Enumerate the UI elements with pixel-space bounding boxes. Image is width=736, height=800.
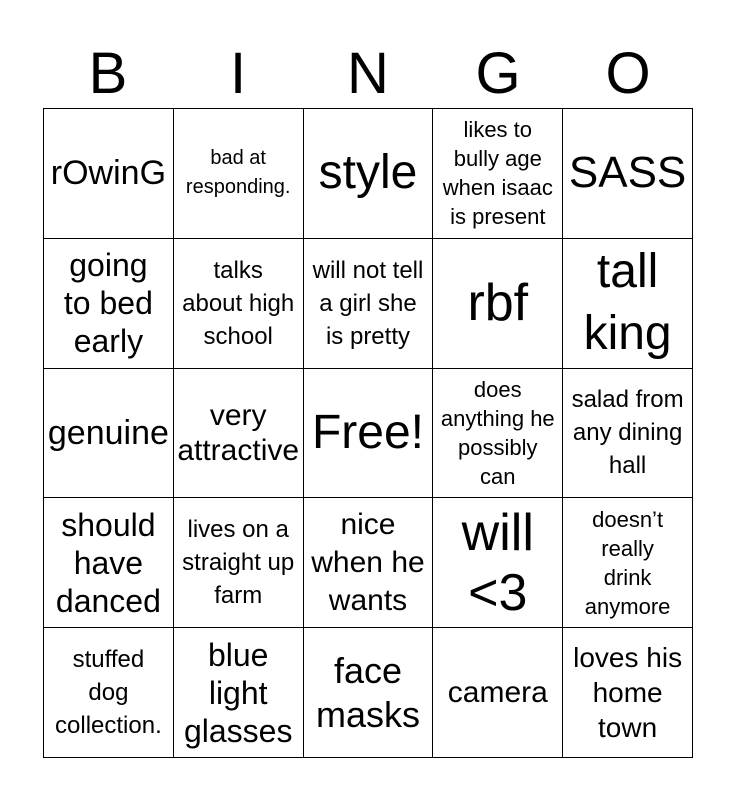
- cell-text: will <3: [461, 503, 534, 622]
- cell-text: SASS: [568, 148, 687, 198]
- bingo-board: [43, 108, 693, 758]
- header-letter-g: G: [475, 41, 521, 106]
- bingo-cell[interactable]: [44, 628, 174, 758]
- bingo-cell[interactable]: [304, 239, 434, 369]
- cell-text: talks about high school: [182, 256, 295, 350]
- cell-text: will not tell a girl she is pretty: [312, 256, 424, 350]
- header-letter-n: N: [347, 41, 389, 106]
- cell-text: very attractive: [177, 398, 300, 467]
- bingo-cell[interactable]: [44, 109, 174, 239]
- bingo-cell[interactable]: [304, 498, 434, 628]
- bingo-cell[interactable]: [304, 369, 434, 499]
- cell-text: camera: [447, 675, 548, 709]
- header-letter-i: I: [229, 41, 247, 106]
- cell-text: going to bed early: [63, 247, 153, 360]
- cell-text: salad from any dining hall: [571, 386, 684, 480]
- bingo-cell[interactable]: [563, 109, 693, 239]
- cell-text: lives on a straight up farm: [182, 516, 295, 610]
- cell-text: should have danced: [55, 506, 161, 619]
- bingo-cell[interactable]: [563, 239, 693, 369]
- bingo-cell[interactable]: [563, 369, 693, 499]
- bingo-header: [43, 40, 693, 108]
- bingo-cell[interactable]: [174, 628, 304, 758]
- cell-text: nice when he wants: [311, 507, 425, 617]
- bingo-cell[interactable]: [304, 109, 434, 239]
- bingo-cell[interactable]: [44, 239, 174, 369]
- bingo-cell[interactable]: [433, 498, 563, 628]
- bingo-cell[interactable]: [433, 628, 563, 758]
- cell-text: blue light glasses: [183, 636, 293, 749]
- bingo-cell[interactable]: [174, 239, 304, 369]
- bingo-cell[interactable]: [44, 369, 174, 499]
- cell-text: style: [318, 146, 418, 200]
- cell-text: rOwinG: [50, 154, 167, 193]
- cell-text: stuffed dog collection.: [55, 646, 162, 740]
- cell-text: rbf: [467, 274, 529, 333]
- bingo-cell[interactable]: [174, 369, 304, 499]
- cell-text: doesn’t really drink anymore: [584, 506, 671, 619]
- cell-text: loves his home town: [573, 642, 683, 744]
- cell-text: genuine: [47, 413, 169, 452]
- bingo-cell[interactable]: [304, 628, 434, 758]
- cell-text: face masks: [315, 649, 420, 735]
- header-letter-b: B: [88, 41, 128, 106]
- bingo-cell[interactable]: [563, 628, 693, 758]
- bingo-cell[interactable]: [174, 498, 304, 628]
- bingo-cell[interactable]: [174, 109, 304, 239]
- bingo-cell[interactable]: [433, 109, 563, 239]
- header-letter-o: O: [605, 41, 651, 106]
- cell-text: likes to bully age when isaac is present: [442, 117, 553, 230]
- cell-text: does anything he possibly can: [440, 376, 555, 489]
- cell-text: bad at responding.: [185, 147, 291, 199]
- bingo-cell[interactable]: [433, 369, 563, 499]
- cell-text: tall king: [583, 245, 672, 361]
- cell-text: Free!: [311, 405, 424, 459]
- bingo-cell[interactable]: [44, 498, 174, 628]
- bingo-cell[interactable]: [433, 239, 563, 369]
- bingo-cell[interactable]: [563, 498, 693, 628]
